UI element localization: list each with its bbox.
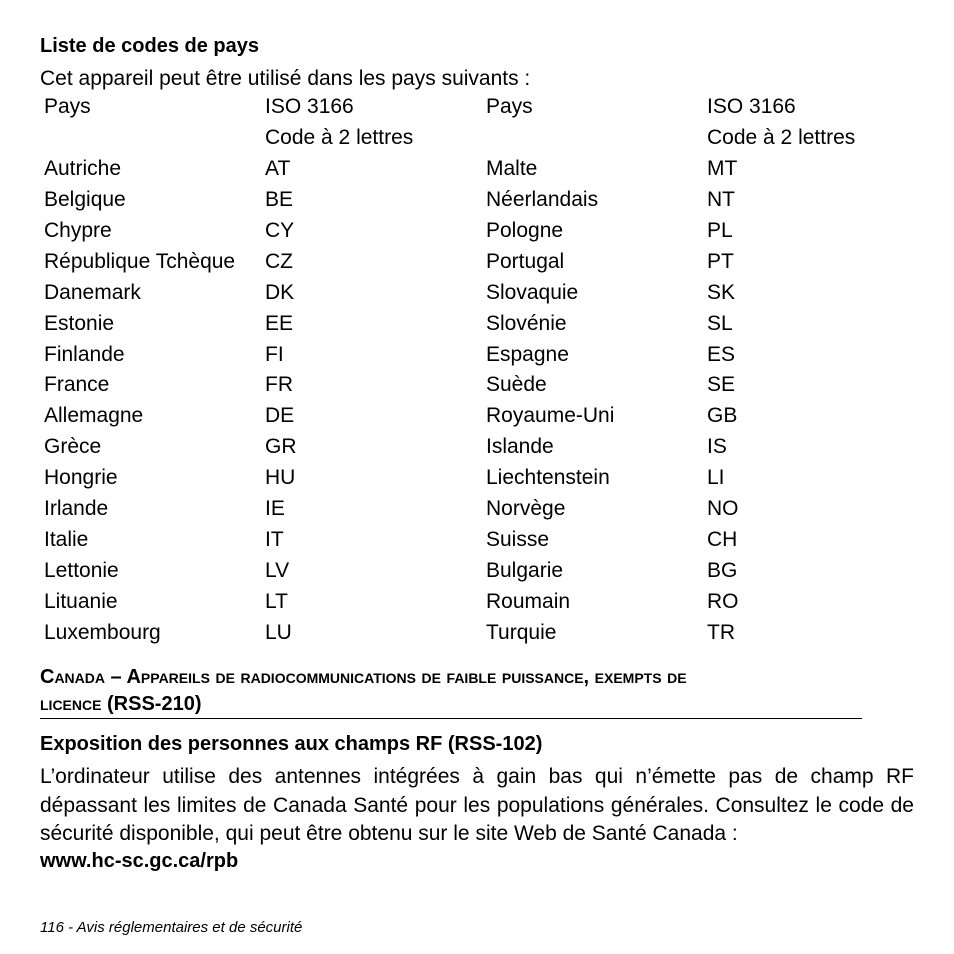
header-blank (482, 123, 703, 154)
iso-code-cell: LU (265, 620, 292, 644)
iso-code-cell: IT (265, 527, 284, 551)
iso-code-cell: TR (707, 620, 735, 644)
iso-code-cell: SK (707, 280, 736, 304)
iso-code-cell: CH (707, 527, 738, 551)
iso-code-cell: IE (265, 497, 285, 521)
iso-code-cell: SL (707, 311, 733, 335)
country-cell: Hongrie (44, 466, 118, 490)
country-cell: Norvège (486, 497, 566, 521)
table-row (40, 339, 883, 370)
country-cell: Royaume-Uni (486, 404, 615, 428)
iso-code-cell: FR (265, 373, 293, 397)
country-cell: Portugal (486, 249, 565, 273)
country-cell: Autriche (44, 157, 122, 181)
iso-code-cell: GB (707, 404, 738, 428)
country-cell: Suisse (486, 527, 550, 551)
country-cell: Malte (486, 157, 538, 181)
iso-code-cell: LI (707, 466, 725, 490)
iso-code-cell: GR (265, 435, 297, 459)
country-cell: Lituanie (44, 589, 118, 613)
header-iso: ISO 3166 (265, 95, 354, 119)
iso-code-cell: NT (707, 188, 735, 212)
table-header-row (40, 92, 883, 123)
table-row (40, 586, 883, 617)
iso-code-cell: FI (265, 342, 284, 366)
rf-exposure-body: L’ordinateur utilise des antennes intégrées à gain bas qui n’émette pas de champ RF dépassant les limites de Canada Santé pour les populations générales. Consultez le code de sécurité disponible, qui peut être obtenu sur le site Web de Santé Canada : (40, 765, 914, 845)
iso-code-cell: CZ (265, 249, 293, 273)
section-heading-line2: licence (RSS-210) (40, 693, 202, 715)
iso-code-cell: PT (707, 249, 734, 273)
iso-code-cell: ES (707, 342, 736, 366)
country-cell: Danemark (44, 280, 141, 304)
iso-code-cell: EE (265, 311, 294, 335)
iso-code-cell: SE (707, 373, 736, 397)
rf-exposure-title: Exposition des personnes aux champs RF (RSS-102) (40, 733, 543, 755)
country-cell: Grèce (44, 435, 102, 459)
table-row (40, 617, 883, 648)
country-cell: Luxembourg (44, 620, 161, 644)
country-cell: Allemagne (44, 404, 144, 428)
country-cell: Chypre (44, 219, 112, 242)
country-cell: Finlande (44, 342, 125, 366)
country-cell: Pologne (486, 219, 564, 242)
iso-code-cell: CY (265, 219, 295, 242)
country-cell: République Tchèque (44, 249, 236, 273)
health-canada-url[interactable]: www.hc-sc.gc.ca/rpb (40, 850, 239, 872)
section-heading (40, 664, 862, 719)
iso-code-cell: RO (707, 589, 739, 613)
table-row (40, 277, 883, 308)
iso-code-cell: AT (265, 157, 291, 181)
country-cell: Lettonie (44, 558, 119, 582)
country-cell: Belgique (44, 188, 126, 212)
country-list-title: Liste de codes de pays (40, 35, 259, 57)
table-row (40, 246, 883, 277)
country-cell: Irlande (44, 497, 109, 521)
header-country: Pays (44, 95, 91, 119)
iso-code-cell: DK (265, 280, 295, 304)
iso-code-cell: LV (265, 558, 290, 582)
iso-code-cell: IS (707, 435, 727, 459)
header-iso-subtitle: Code à 2 lettres (265, 126, 414, 150)
table-row (40, 308, 883, 339)
iso-code-cell: NO (707, 497, 739, 521)
country-cell: Turquie (486, 620, 557, 644)
header-iso-subtitle: Code à 2 lettres (707, 126, 856, 150)
section-heading-line1: Canada – Appareils de radiocommunications de faible puissance, exempts de (40, 666, 687, 688)
country-cell: Islande (486, 435, 554, 459)
header-country: Pays (486, 95, 533, 119)
country-cell: France (44, 373, 110, 397)
iso-code-cell: BG (707, 558, 738, 582)
iso-code-cell: PL (707, 219, 733, 242)
country-cell: Néerlandais (486, 188, 599, 212)
table-row (40, 216, 883, 247)
table-row (40, 185, 883, 216)
country-cell: Roumain (486, 589, 571, 613)
table-row (40, 463, 883, 494)
table-row (40, 154, 883, 185)
iso-code-cell: DE (265, 404, 295, 428)
iso-code-cell: MT (707, 157, 738, 181)
header-iso: ISO 3166 (707, 95, 796, 119)
table-row (40, 494, 883, 525)
country-cell: Estonie (44, 311, 115, 335)
table-header-row (40, 123, 883, 154)
iso-code-cell: HU (265, 466, 296, 490)
country-cell: Bulgarie (486, 558, 564, 582)
table-row (40, 432, 883, 463)
table-row (40, 370, 883, 401)
country-cell: Italie (44, 527, 89, 551)
country-cell: Slovaquie (486, 280, 579, 304)
iso-code-cell: BE (265, 188, 294, 212)
country-cell: Liechtenstein (486, 466, 610, 490)
table-row (40, 524, 883, 555)
table-row (40, 555, 883, 586)
intro-text: Cet appareil peut être utilisé dans les pays suivants : (40, 67, 531, 90)
country-cell: Espagne (486, 342, 569, 366)
iso-code-cell: LT (265, 589, 288, 613)
page-footer: 116 - Avis réglementaires et de sécurité (40, 919, 303, 936)
country-cell: Suède (486, 373, 547, 397)
country-codes-table (40, 92, 883, 648)
table-row (40, 401, 883, 432)
country-cell: Slovénie (486, 311, 567, 335)
header-blank (40, 123, 261, 154)
